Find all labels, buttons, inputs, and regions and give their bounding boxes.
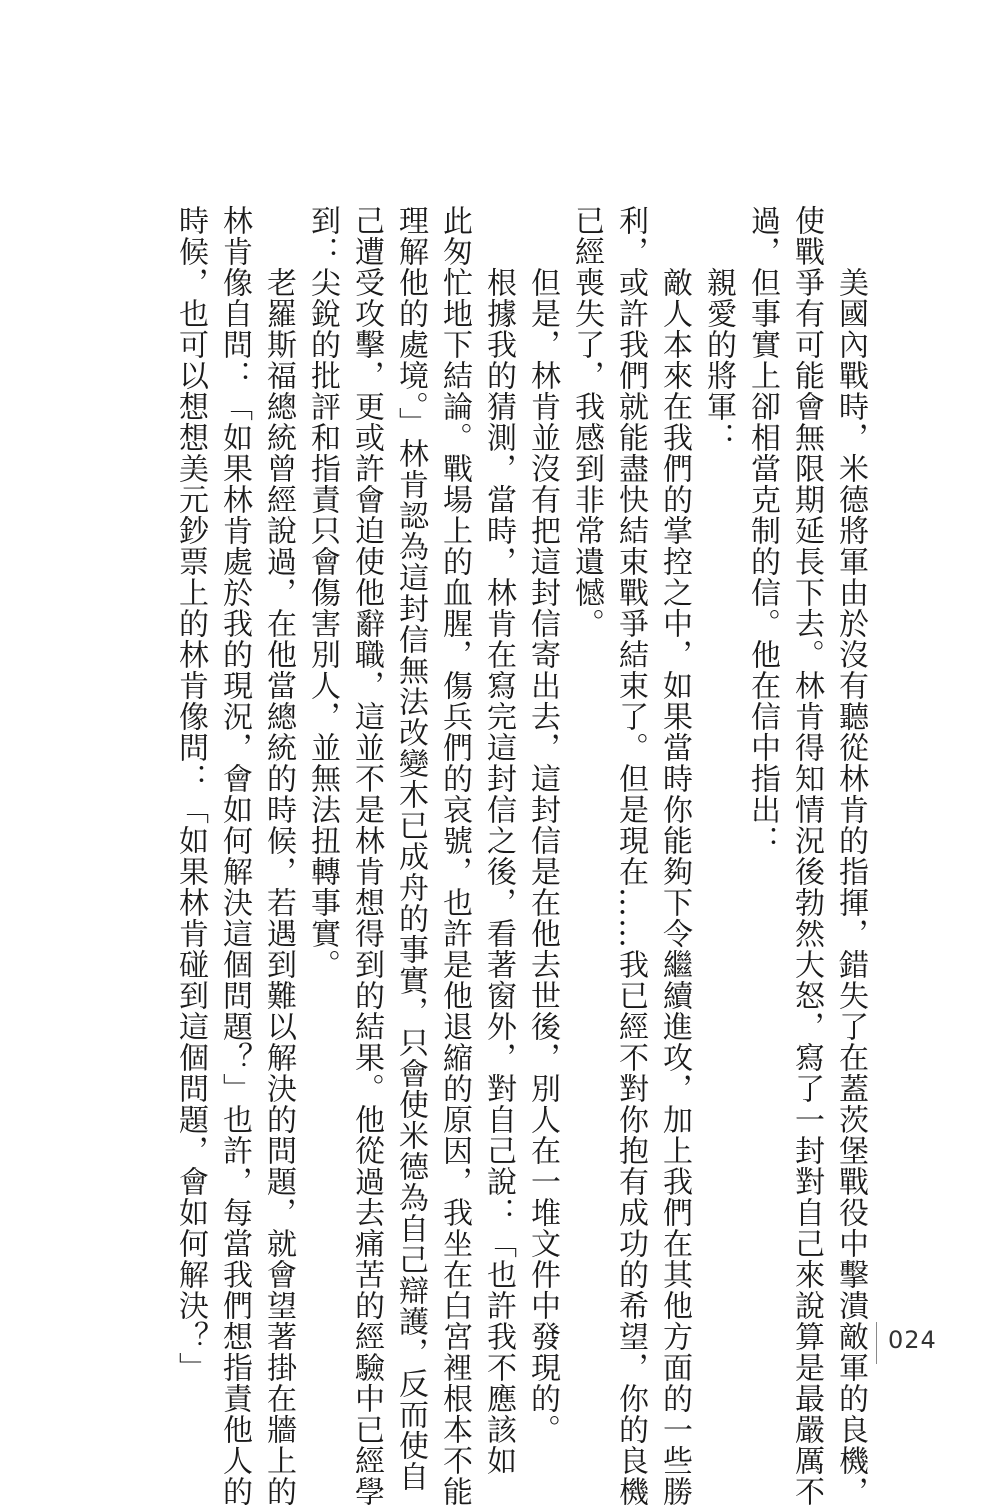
body-line: 理解他的處境。」林肯認為這封信無法改變木已成舟的事實，只會使米德為自己辯護，反而使自 bbox=[393, 205, 428, 1492]
page-number-divider bbox=[876, 1322, 877, 1364]
body-line: 根據我的猜測，當時，林肯在寫完這封信之後，看著窗外，對自己說：「也許我不應該如 bbox=[481, 267, 516, 1476]
body-line: 到：尖銳的批評和指責只會傷害別人，並無法扭轉事實。 bbox=[305, 205, 340, 980]
body-line: 老羅斯福總統曾經說過，在他當總統的時候，若遇到難以解決的問題，就會望著掛在牆上的 bbox=[261, 267, 296, 1507]
body-line: 林肯像自問：「如果林肯處於我的現況，會如何解決這個問題？」也許，每當我們想指責他人的 bbox=[217, 205, 252, 1507]
page-number: 024 bbox=[888, 1326, 937, 1354]
body-line: 此匆忙地下結論。戰場上的血腥，傷兵們的哀號，也許是他退縮的原因，我坐在白宮裡根本不能 bbox=[437, 205, 472, 1507]
letter-salutation: 親愛的將軍： bbox=[701, 267, 736, 453]
body-line: 過，但事實上卻相當克制的信。他在信中指出： bbox=[745, 205, 780, 856]
body-line: 美國內戰時，米德將軍由於沒有聽從林肯的指揮，錯失了在蓋茨堡戰役中擊潰敵軍的良機， bbox=[833, 267, 868, 1507]
body-line: 利，或許我們就能盡快結束戰爭結束了。但是現在……我已經不對你抱有成功的希望，你的良機 bbox=[613, 205, 648, 1507]
body-line: 己遭受攻擊，更或許會迫使他辭職，這並不是林肯想得到的結果。他從過去痛苦的經驗中已經學 bbox=[349, 205, 384, 1507]
body-line: 時候，也可以想想美元鈔票上的林肯像問：「如果林肯碰到這個問題，會如何解決？」 bbox=[173, 205, 208, 1383]
body-line: 已經喪失了，我感到非常遺憾。 bbox=[569, 205, 604, 639]
body-line: 敵人本來在我們的掌控之中，如果當時你能夠下令繼續進攻，加上我們在其他方面的一些勝 bbox=[657, 267, 692, 1507]
vertical-text-body bbox=[168, 205, 872, 1507]
body-line: 使戰爭有可能會無限期延長下去。林肯得知情況後勃然大怒，寫了一封對自己來說算是最嚴厲不 bbox=[789, 205, 824, 1507]
body-line: 但是，林肯並沒有把這封信寄出去，這封信是在他去世後，別人在一堆文件中發現的。 bbox=[525, 267, 560, 1445]
